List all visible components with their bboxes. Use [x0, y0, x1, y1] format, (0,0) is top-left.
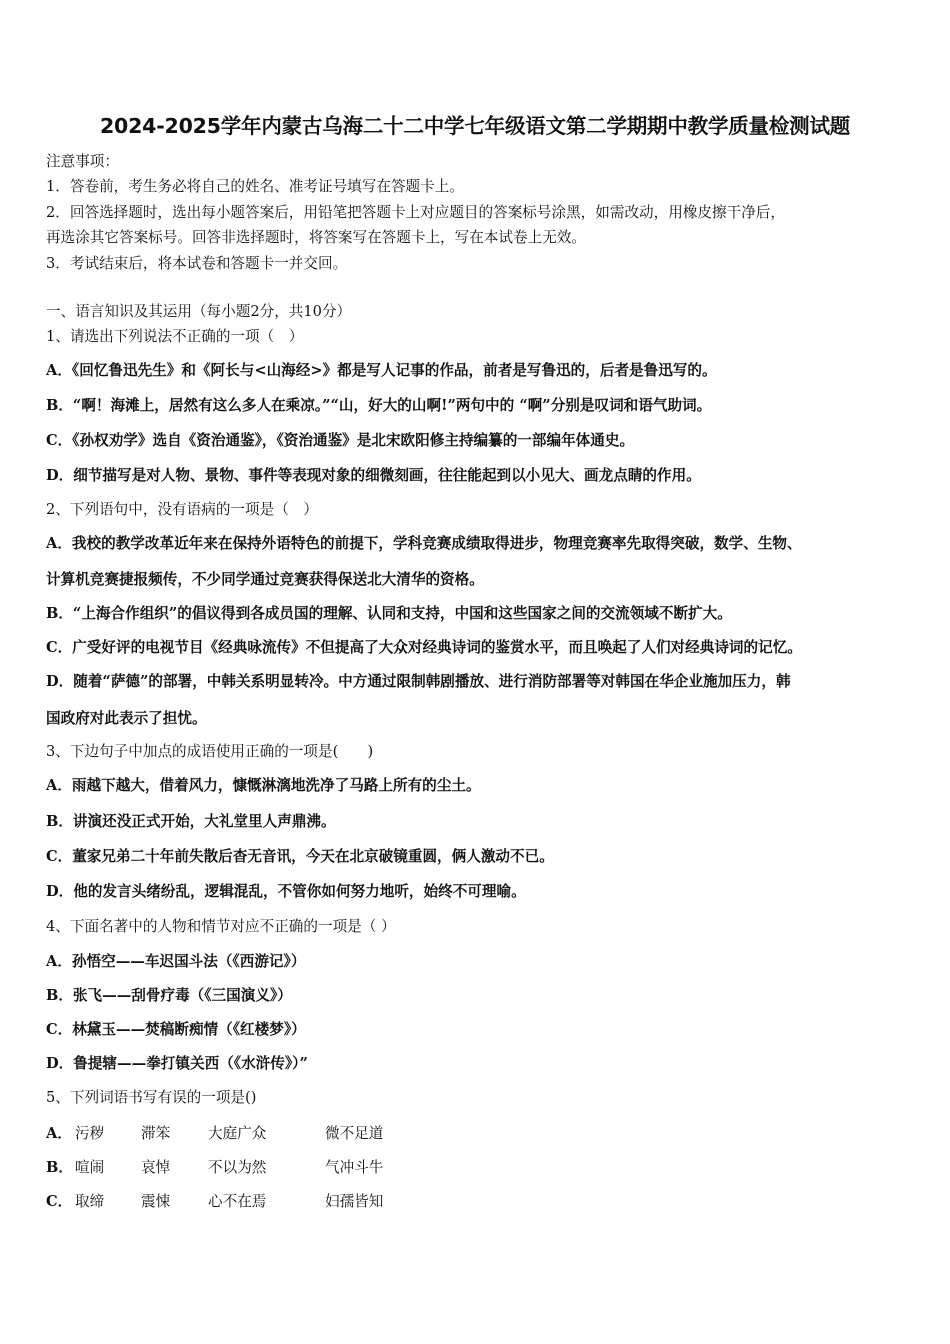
word-item: 震悚: [141, 1193, 171, 1210]
question-stem: 4、下面名著中的人物和情节对应不正确的一项是（ ）: [46, 918, 396, 935]
answer-option-continued: 国政府对此表示了担忧。: [46, 710, 207, 727]
word-item: 取缔: [75, 1193, 105, 1210]
word-item: 滞笨: [141, 1125, 171, 1142]
word-item: 哀悼: [141, 1159, 171, 1176]
answer-option: C．《孙权劝学》选自《资治通鉴》，《资治通鉴》是北宋欧阳修主持编纂的一部编年体通史。: [46, 432, 635, 449]
answer-option: A．雨越下越大，借着风力，慷慨淋漓地洗净了马路上所有的尘土。: [46, 777, 481, 794]
answer-option: B．张飞——刮骨疗毒（《三国演义》）: [46, 987, 292, 1004]
word-item: 污秽: [75, 1125, 105, 1142]
question-stem: 5、下列词语书写有误的一项是(): [46, 1089, 257, 1106]
word-item: 心不在焉: [208, 1193, 267, 1210]
question-stem: 3、下边句子中加点的成语使用正确的一项是( ): [46, 743, 374, 760]
notice-item: 再选涂其它答案标号。回答非选择题时，将答案写在答题卡上，写在本试卷上无效。: [46, 229, 586, 246]
word-item: 妇孺皆知: [325, 1193, 384, 1210]
page-title: 2024-2025学年内蒙古乌海二十二中学七年级语文第二学期期中教学质量检测试题: [99, 114, 851, 138]
answer-option: D．鲁提辖——拳打镇关西（《水浒传》）”: [46, 1055, 308, 1072]
notice-heading: 注意事项：: [46, 153, 119, 170]
question-stem: 1、请选出下列说法不正确的一项（ ）: [46, 328, 304, 345]
answer-option: C．广受好评的电视节目《经典咏流传》不但提高了大众对经典诗词的鉴赏水平，而且唤起了人们对经典诗词的记忆。: [46, 639, 802, 656]
answer-option: C．董家兄弟二十年前失散后杳无音讯，今天在北京破镜重圆，俩人激动不已。: [46, 848, 554, 865]
notice-item: 3．考试结束后，将本试卷和答题卡一并交回。: [46, 255, 348, 272]
notice-item: 1．答卷前，考生务必将自己的姓名、准考证号填写在答题卡上。: [46, 178, 464, 195]
option-label: B．: [46, 1159, 73, 1176]
answer-option: A．我校的教学改革近年来在保持外语特色的前提下，学科竞赛成绩取得进步，物理竞赛率先取得突破，数学、生物、: [46, 535, 802, 552]
word-item: 大庭广众: [208, 1125, 267, 1142]
word-item: 不以为然: [208, 1159, 267, 1176]
section-heading: 一、语言知识及其运用（每小题2分，共10分）: [46, 303, 352, 320]
option-label: A．: [46, 1125, 72, 1142]
answer-option: D．他的发言头绪纷乱，逻辑混乱，不管你如何努力地听，始终不可理喻。: [46, 883, 526, 900]
answer-option: D．随着“萨德”的部署，中韩关系明显转冷。中方通过限制韩剧播放、进行消防部署等对韩国在华企业施加压力，韩: [46, 673, 791, 690]
word-item: 微不足道: [325, 1125, 384, 1142]
option-label: C．: [46, 1193, 73, 1210]
answer-option-continued: 计算机竞赛捷报频传，不少同学通过竞赛获得保送北大清华的资格。: [46, 571, 484, 588]
answer-option: A．孙悟空——车迟国斗法（《西游记》）: [46, 953, 306, 970]
question-stem: 2、下列语句中，没有语病的一项是（ ）: [46, 501, 318, 518]
notice-item: 2．回答选择题时，选出每小题答案后，用铅笔把答题卡上对应题目的答案标号涂黑，如需改动，用橡皮擦干净后，: [46, 204, 785, 221]
answer-option: A．《回忆鲁迅先生》和《阿长与<山海经>》都是写人记事的作品，前者是写鲁迅的，后者是鲁迅写的。: [46, 362, 717, 379]
answer-option: C．林黛玉——焚稿断痴情（《红楼梦》）: [46, 1021, 306, 1038]
word-item: 喧闹: [75, 1159, 105, 1176]
answer-option: D．细节描写是对人物、景物、事件等表现对象的细微刻画，往往能起到以小见大、画龙点睛的作用。: [46, 467, 701, 484]
answer-option: B．讲演还没正式开始，大礼堂里人声鼎沸。: [46, 813, 336, 830]
answer-option: B．“啊！海滩上，居然有这么多人在乘凉。”“山，好大的山啊!”两句中的 “啊”分别是叹词和语气助词。: [46, 397, 712, 414]
answer-option: B．“上海合作组织”的倡议得到各成员国的理解、认同和支持，中国和这些国家之间的交流领域不断扩大。: [46, 605, 732, 622]
word-item: 气冲斗牛: [325, 1159, 384, 1176]
